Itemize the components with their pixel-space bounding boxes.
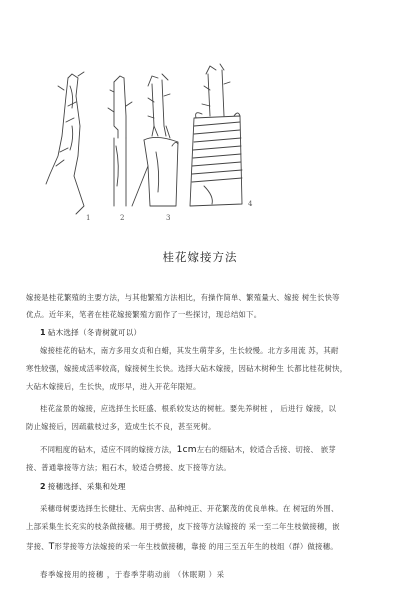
section-number: 1 (40, 328, 46, 337)
text-segment: 形芽接等方法嫁接的采一年生枝做接穗，靠接 的用三至五年生的枝组（群）做接穗。 (54, 542, 338, 551)
figure-label-1: 1 (86, 214, 91, 222)
paragraph-line: 接、普通靠接等方法；粗石木，较适合劈接、皮下接等方法。 (26, 463, 231, 472)
graft-figure-4 (190, 64, 242, 206)
paragraph-line: 桂花盆景的嫁接，应选择生长旺盛、根系较发达的树桩。要先养树桩 ， 后进行 嫁接，以 (40, 404, 337, 413)
paragraph-line: 上部采集生长充实的枝条做接穗。用于劈接，皮下接等方法嫁接的 采一至二年生枝做接穗，嵌 (26, 522, 340, 531)
paragraph-line (26, 538, 378, 556)
paragraph-line: 防止嫁接后，因疏截枝过多，造成生长不良，甚至死树。 (26, 422, 216, 431)
figure-label-4: 4 (248, 200, 253, 208)
paragraph-line: 优点。近年来，笔者在桂花嫁接繁殖方面作了一些探讨，现总结如下。 (26, 310, 262, 319)
text-segment: 芽接、 (26, 542, 49, 551)
paragraph-line: 春季嫁接用的接穗 ，于春季芽萌动前 （休眠期 ）采 (40, 570, 225, 579)
paragraph-line: 嫁接桂花的砧木，南方多用女贞和白蜡，其发生萌芽多，生长较慢。北方多用流 苏，其耐 (40, 346, 339, 355)
paragraph-line (40, 441, 392, 459)
paragraph-line: 寒性较强，嫁接成活率较高，嫁接树生长快。选择大砧木嫁接，因砧木树种生 长都比桂花树快， (26, 364, 348, 373)
paragraph-line: 嫁接是桂花繁殖的主要方法，与其他繁殖方法相比，有操作简单、繁殖量大、嫁接 树生长快等 (26, 293, 340, 302)
figure-label-3: 3 (166, 214, 171, 222)
figure-label-2: 2 (120, 214, 125, 222)
graft-figure-1 (46, 72, 84, 214)
section-heading-2 (40, 478, 392, 495)
graft-figure-2 (108, 76, 132, 206)
section-number: 2 (40, 482, 46, 491)
paragraph-line: 大砧木嫁接后，生长快，成形早，进入开花年限短。 (26, 382, 201, 391)
section-title: 接穗选择、采集和处理 (47, 482, 126, 491)
text-segment: 左右的细砧木，较适合舌接、切接、 嵌芽 (196, 445, 336, 454)
section-heading-1 (40, 324, 392, 341)
document-title: 桂花嫁接方法 (162, 250, 238, 264)
size-value: 1cm (176, 445, 197, 455)
paragraph-line: 采穗母树要选择生长健壮、无病虫害、品种纯正、开花繁茂的优良单株。在 树冠的外围、 (40, 504, 339, 513)
text-segment: 不同粗度的砧木，适应不同的嫁接方法， (40, 445, 177, 454)
section-title: 砧木选择（冬青树就可以） (47, 328, 142, 337)
graft-type-letter: T (48, 542, 55, 552)
graft-figure-3 (132, 74, 178, 206)
grafting-methods-illustration (44, 56, 282, 222)
